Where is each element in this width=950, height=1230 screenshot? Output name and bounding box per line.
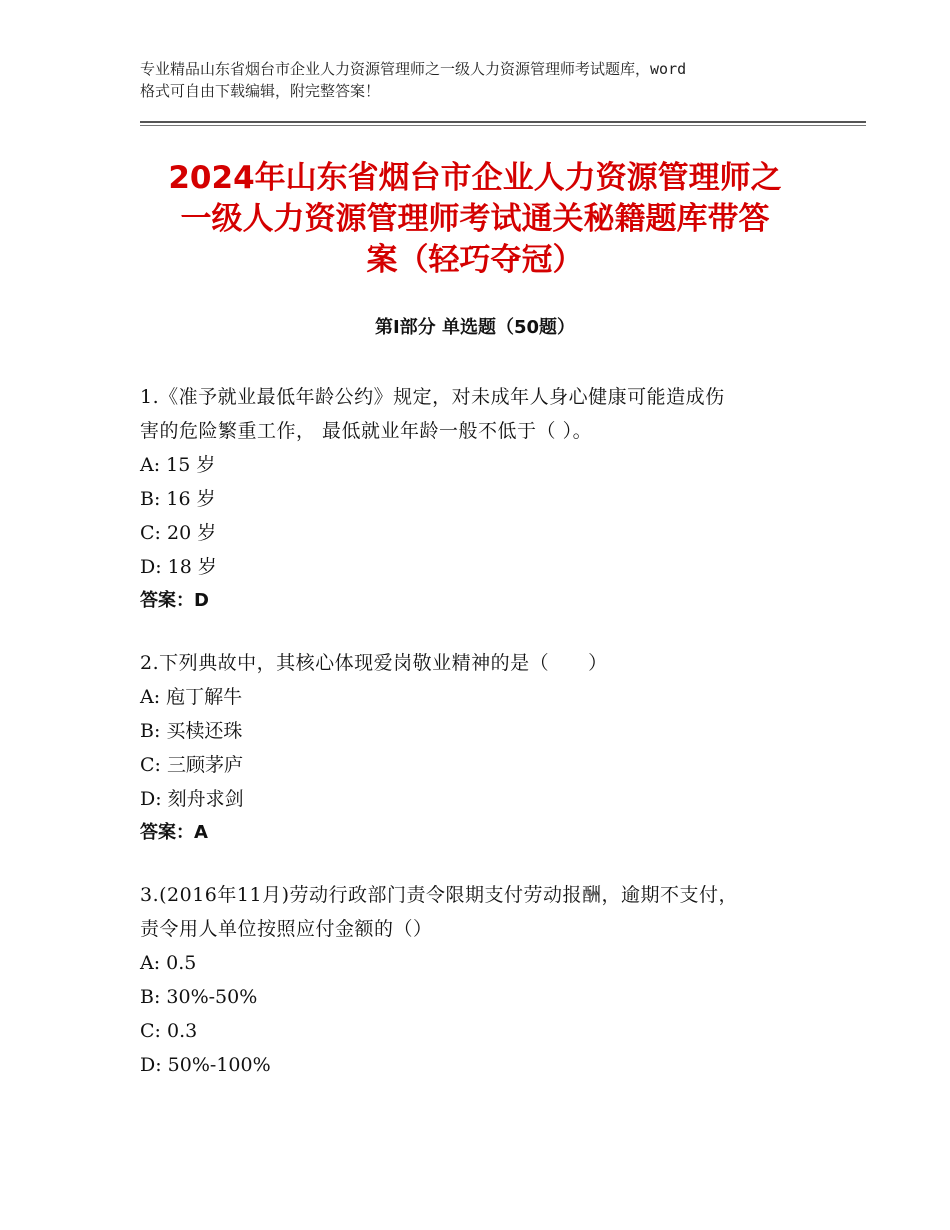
document-title-line-1: 2024年山东省烟台市企业人力资源管理师之 bbox=[168, 160, 782, 196]
question-3-text-line-1: 3.(2016年11月)劳动行政部门责令限期支付劳动报酬，逾期不支付， bbox=[140, 884, 738, 906]
question-1-option-d: D: 18 岁 bbox=[140, 556, 217, 578]
header-note-line-1: 专业精品山东省烟台市企业人力资源管理师之一级人力资源管理师考试题库，word bbox=[140, 60, 687, 78]
question-1-answer: 答案：D bbox=[140, 590, 209, 611]
question-2-text-line-1: 2.下列典故中，其核心体现爱岗敬业精神的是（ ） bbox=[140, 652, 608, 674]
question-2 bbox=[140, 646, 820, 850]
question-3-option-c: C: 0.3 bbox=[140, 1020, 198, 1042]
section-title: 第Ⅰ部分 单选题（50题） bbox=[374, 317, 575, 338]
question-2-answer: 答案：A bbox=[140, 822, 208, 843]
question-list bbox=[140, 380, 820, 1110]
header-divider-thin bbox=[140, 125, 866, 126]
question-1-option-a: A: 15 岁 bbox=[140, 454, 216, 476]
question-1-text-line-2: 害的危险繁重工作， 最低就业年龄一般不低于（ ）。 bbox=[140, 420, 593, 442]
question-2-option-b: B: 买椟还珠 bbox=[140, 720, 243, 742]
question-1-text-line-1: 1.《准予就业最低年龄公约》规定，对未成年人身心健康可能造成伤 bbox=[140, 386, 725, 408]
question-3-option-b: B: 30%-50% bbox=[140, 986, 258, 1008]
question-1 bbox=[140, 380, 820, 618]
header-note bbox=[140, 58, 830, 102]
document-title bbox=[110, 158, 840, 281]
question-2-option-d: D: 刻舟求剑 bbox=[140, 788, 244, 810]
question-3-text-line-2: 责令用人单位按照应付金额的（） bbox=[140, 918, 433, 940]
question-2-option-c: C: 三顾茅庐 bbox=[140, 754, 243, 776]
question-3 bbox=[140, 878, 820, 1082]
header-divider-thick bbox=[140, 121, 866, 123]
question-1-option-b: B: 16 岁 bbox=[140, 488, 216, 510]
question-1-option-c: C: 20 岁 bbox=[140, 522, 217, 544]
header-note-line-2: 格式可自由下载编辑，附完整答案！ bbox=[140, 82, 381, 100]
document-title-line-2: 一级人力资源管理师考试通关秘籍题库带答 bbox=[180, 201, 770, 237]
question-3-option-a: A: 0.5 bbox=[140, 952, 197, 974]
document-title-line-3: 案（轻巧夺冠） bbox=[366, 242, 584, 278]
question-3-option-d: D: 50%-100% bbox=[140, 1054, 271, 1076]
question-2-option-a: A: 庖丁解牛 bbox=[140, 686, 243, 708]
